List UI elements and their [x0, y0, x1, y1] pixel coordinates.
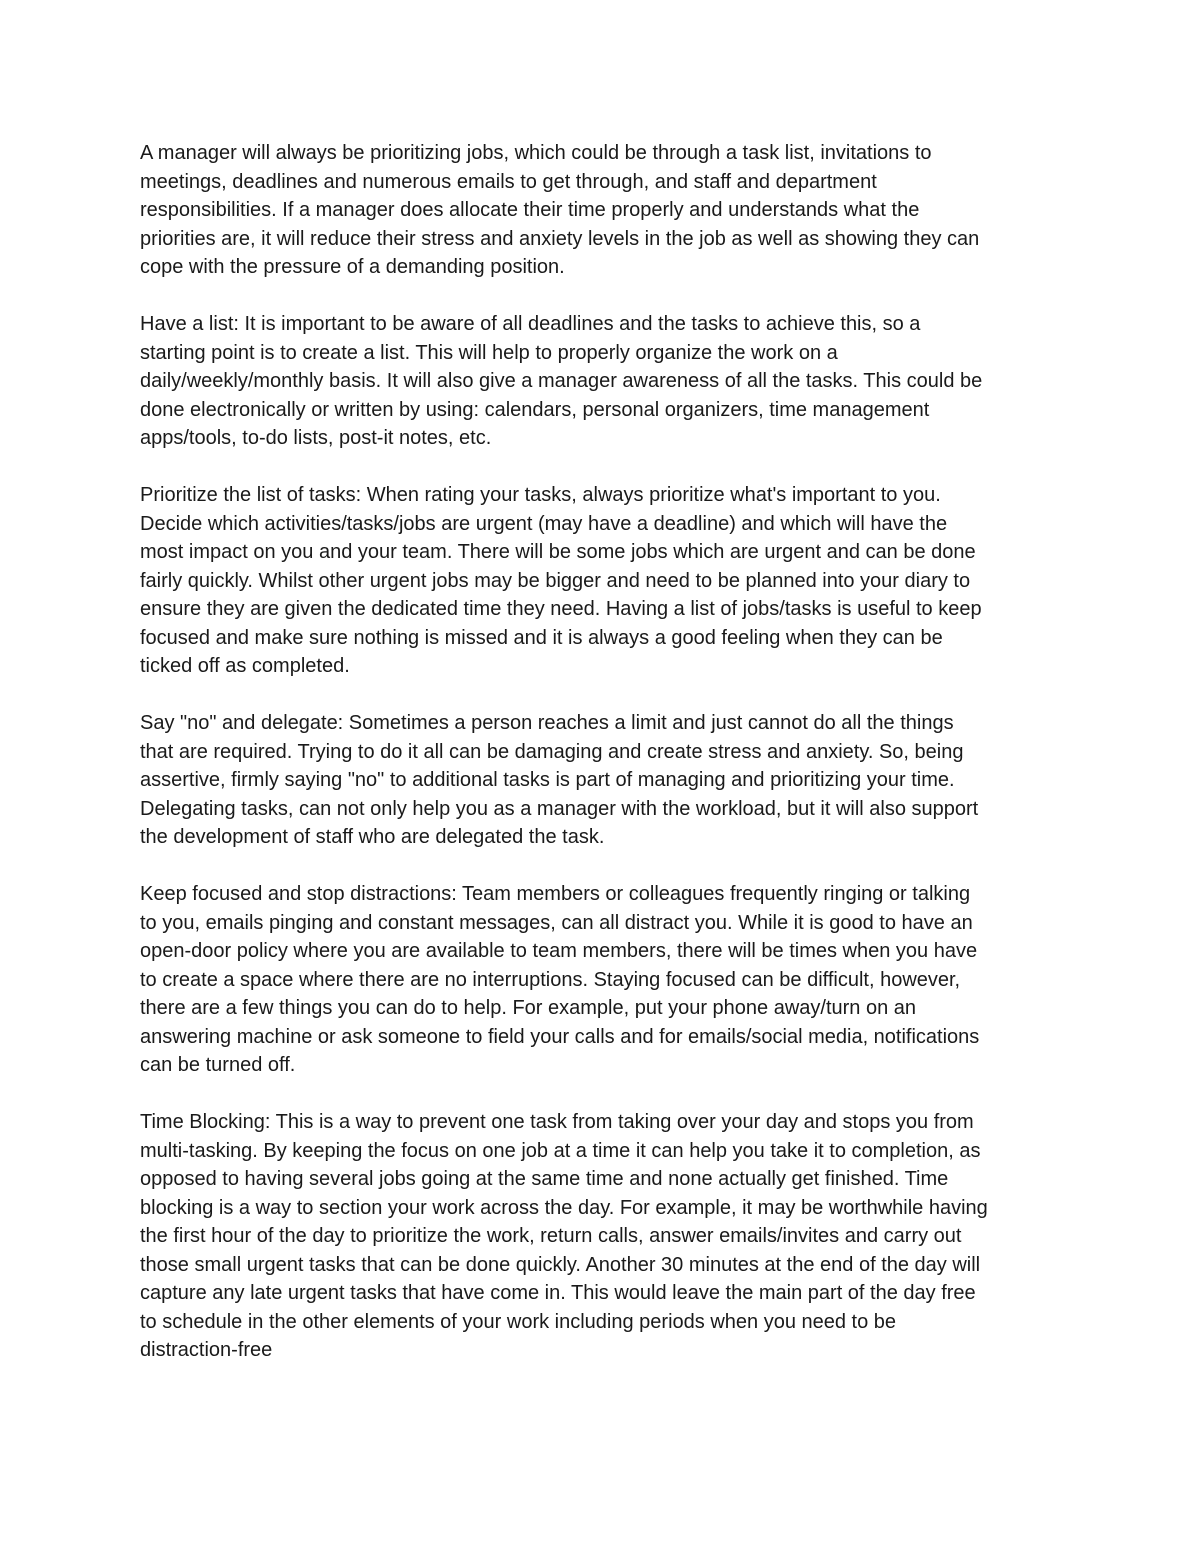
text-line: most impact on you and your team. There will be some jobs which are urgent and can be done — [140, 541, 976, 563]
text-line: open-door policy where you are available to team members, there will be times when you have — [140, 940, 978, 962]
text-line: the first hour of the day to prioritize the work, return calls, answer emails/invites and carry out — [140, 1225, 962, 1247]
text-line: cope with the pressure of a demanding position. — [140, 256, 565, 278]
text-line: priorities are, it will reduce their stress and anxiety levels in the job as well as showing they can — [140, 227, 980, 250]
paragraph — [140, 1108, 1070, 1365]
text-line: can be turned off. — [140, 1054, 296, 1076]
text-line: ensure they are given the dedicated time they need. Having a list of jobs/tasks is useful to keep — [140, 598, 982, 620]
text-line: answering machine or ask someone to field your calls and for emails/social media, notifications — [140, 1025, 980, 1048]
text-line: A manager will always be prioritizing jobs, which could be through a task list, invitations to — [140, 142, 932, 164]
text-line: Time Blocking: This is a way to prevent one task from taking over your day and stops you from — [140, 1111, 974, 1133]
text-line: assertive, firmly saying "no" to additional tasks is part of managing and prioritizing your time. — [140, 769, 955, 791]
text-line: done electronically or written by using: calendars, personal organizers, time management — [140, 398, 930, 421]
text-line: multi-tasking. By keeping the focus on one job at a time it can help you take it to completion, as — [140, 1139, 981, 1162]
paragraph — [140, 139, 1070, 282]
text-line: Delegating tasks, can not only help you as a manager with the workload, but it will also support — [140, 797, 979, 820]
text-line: capture any late urgent tasks that have come in. This would leave the main part of the day free — [140, 1282, 976, 1304]
text-line: that are required. Trying to do it all can be damaging and create stress and anxiety. So, being — [140, 740, 964, 763]
text-line: meetings, deadlines and numerous emails to get through, and staff and department — [140, 170, 877, 193]
text-line: blocking is a way to section your work across the day. For example, it may be worthwhile having — [140, 1196, 988, 1219]
text-line: the development of staff who are delegated the task. — [140, 826, 605, 848]
text-line: Have a list: It is important to be aware of all deadlines and the tasks to achieve this, so a — [140, 313, 921, 335]
text-line: to you, emails pinging and constant messages, can all distract you. While it is good to have an — [140, 911, 973, 934]
paragraph — [140, 310, 1070, 453]
text-line: Say "no" and delegate: Sometimes a person reaches a limit and just cannot do all the things — [140, 712, 954, 734]
text-line: those small urgent tasks that can be done quickly. Another 30 minutes at the end of the day will — [140, 1253, 981, 1276]
text-line: to create a space where there are no interruptions. Staying focused can be difficult, however, — [140, 968, 961, 991]
text-line: Prioritize the list of tasks: When rating your tasks, always prioritize what's important to you. — [140, 484, 941, 506]
text-line: fairly quickly. Whilst other urgent jobs may be bigger and need to be planned into your diary to — [140, 569, 971, 592]
text-line: focused and make sure nothing is missed and it is always a good feeling when they can be — [140, 626, 943, 649]
text-line: daily/weekly/monthly basis. It will also give a manager awareness of all the tasks. This could be — [140, 370, 983, 392]
paragraph — [140, 709, 1070, 852]
text-line: Decide which activities/tasks/jobs are urgent (may have a deadline) and which will have the — [140, 512, 948, 535]
text-line: to schedule in the other elements of your work including periods when you need to be — [140, 1310, 897, 1333]
text-line: responsibilities. If a manager does allocate their time properly and understands what the — [140, 199, 920, 221]
text-line: starting point is to create a list. This will help to properly organize the work on a — [140, 341, 838, 364]
text-line: distraction-free — [140, 1339, 273, 1361]
paragraph — [140, 880, 1070, 1080]
text-line: opposed to having several jobs going at the same time and none actually get finished. Time — [140, 1168, 949, 1190]
text-line: apps/tools, to-do lists, post-it notes, etc. — [140, 427, 492, 449]
text-line: there are a few things you can do to help. For example, put your phone away/turn on an — [140, 997, 917, 1019]
text-line: Keep focused and stop distractions: Team members or colleagues frequently ringing or talking — [140, 883, 971, 905]
text-line: ticked off as completed. — [140, 655, 350, 677]
document-body — [140, 139, 1070, 1393]
paragraph — [140, 481, 1070, 681]
